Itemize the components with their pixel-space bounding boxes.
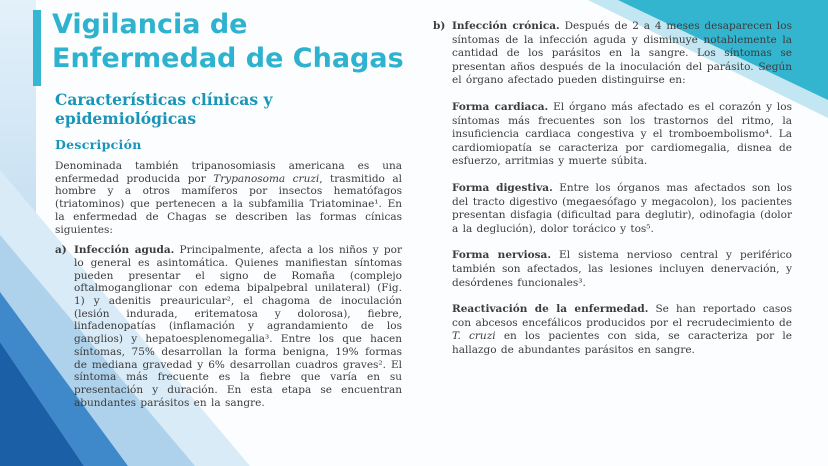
reactivacion-body-pre: Se han reportado casos con abcesos encefálicos producidos por el recrudecimiento de — [452, 303, 793, 329]
forma-digestiva-lead: Forma digestiva. — [452, 181, 553, 194]
forma-digestiva-body: Entre los órganos mas afectados son los del tracto digestivo (megaesófago y megacolon), los pacientes presentan disfagia (dificultad para deglutir), odinofagia (dolor a la deglución), dolor torácico y tos⁵. — [452, 181, 792, 235]
t-cruzi-italic: T. cruzi — [452, 330, 496, 343]
page-title-line2: Enfermedad de Chagas — [52, 43, 404, 74]
intro-paragraph — [55, 160, 402, 236]
list-label-b: b) — [433, 20, 446, 32]
page-title-line1: Vigilancia de — [52, 9, 248, 40]
acute-infection-paragraph — [74, 244, 402, 409]
species-name-italic: Trypanosoma cruzi — [213, 172, 320, 185]
list-item-b — [433, 20, 792, 88]
page-title — [52, 8, 404, 76]
reactivacion-lead: Reactivación de la enfermedad. — [452, 303, 649, 316]
forma-nerviosa-body: El sistema nervioso central y periférico también son afectados, las lesiones incluyen denervación, y desórdenes funcionales³. — [452, 249, 793, 289]
acute-infection-lead: Infección aguda. — [74, 244, 175, 257]
chronic-infection-lead: Infección crónica. — [452, 20, 560, 32]
chronic-infection-body: Después de 2 a 4 meses desaparecen los síntomas de la infección aguda y disminuye notablemente la cantidad de los parásitos en la sangre. Los síntomas se presentan años después de la inoculación del parásito. Según el órgano afectado pueden distinguirse en: — [452, 20, 792, 87]
reactivacion-body-post: en los pacientes con sida, se caracteriza por le hallazgo de abundantes parásitos en sangre. — [452, 330, 792, 356]
left-column — [55, 90, 402, 409]
forma-cardiaca-lead: Forma cardiaca. — [452, 100, 549, 113]
section-forma-nerviosa — [452, 249, 792, 290]
list-item-a — [55, 244, 402, 409]
forma-cardiaca-body: El órgano más afectado es el corazón y los síntomas más frecuentes son los trastornos del ritmo, la insuficiencia cardiaca congestiva y el tromboembolismo⁴. La cardiomiopatía se caracteriza por cardiomegalia, disnea de esfuerzo, arritmias y muerte súbita. — [452, 100, 792, 168]
list-label-a: a) — [55, 244, 67, 257]
intro-text-post: , trasmitido al hombre y a otros mamíferos por insectos hematófagos (triatominos) que pertenecen a la subfamilia Triatominae¹. En la enfermedad de Chagas se describen las formas cínicas siguientes: — [55, 172, 402, 236]
forma-nerviosa-lead: Forma nerviosa. — [452, 249, 551, 262]
section-forma-cardiaca — [452, 101, 792, 169]
section-forma-digestiva — [452, 182, 792, 236]
right-column — [433, 12, 792, 357]
acute-infection-body: Principalmente, afecta a los niños y por lo general es asintomática. Quienes manifiestan síntomas pueden presentar el signo de Romaña (complejo oftalmoganglionar con edema bipalpebral unilateral) (Fig. 1) y adenitis preauricular², el chagoma de inoculación (lesión indurada, eritematosa y dolorosa), fiebre, linfadenopatías (inflamación y agrandamiento de los ganglios) y hepatoesplenomegalia³. Entre los que hacen síntomas, 75% desarrollan la forma benigna, 19% formas de mediana gravedad y 6% desarrollan cuadros graves². El síntoma más frecuente es la fiebre que varía en su presentación y duración. En esta etapa se encuentran abundantes parásitos en la sangre. — [74, 244, 402, 409]
subsection-heading: Descripción — [55, 137, 142, 152]
section-heading: Características clínicas y epidemiológicas — [55, 90, 273, 128]
intro-text-pre: Denominada también tripanosomiasis americana es una enfermedad producida por — [55, 160, 402, 185]
chronic-infection-paragraph — [452, 20, 792, 88]
title-accent-bar — [33, 10, 41, 86]
section-reactivacion — [452, 303, 792, 357]
